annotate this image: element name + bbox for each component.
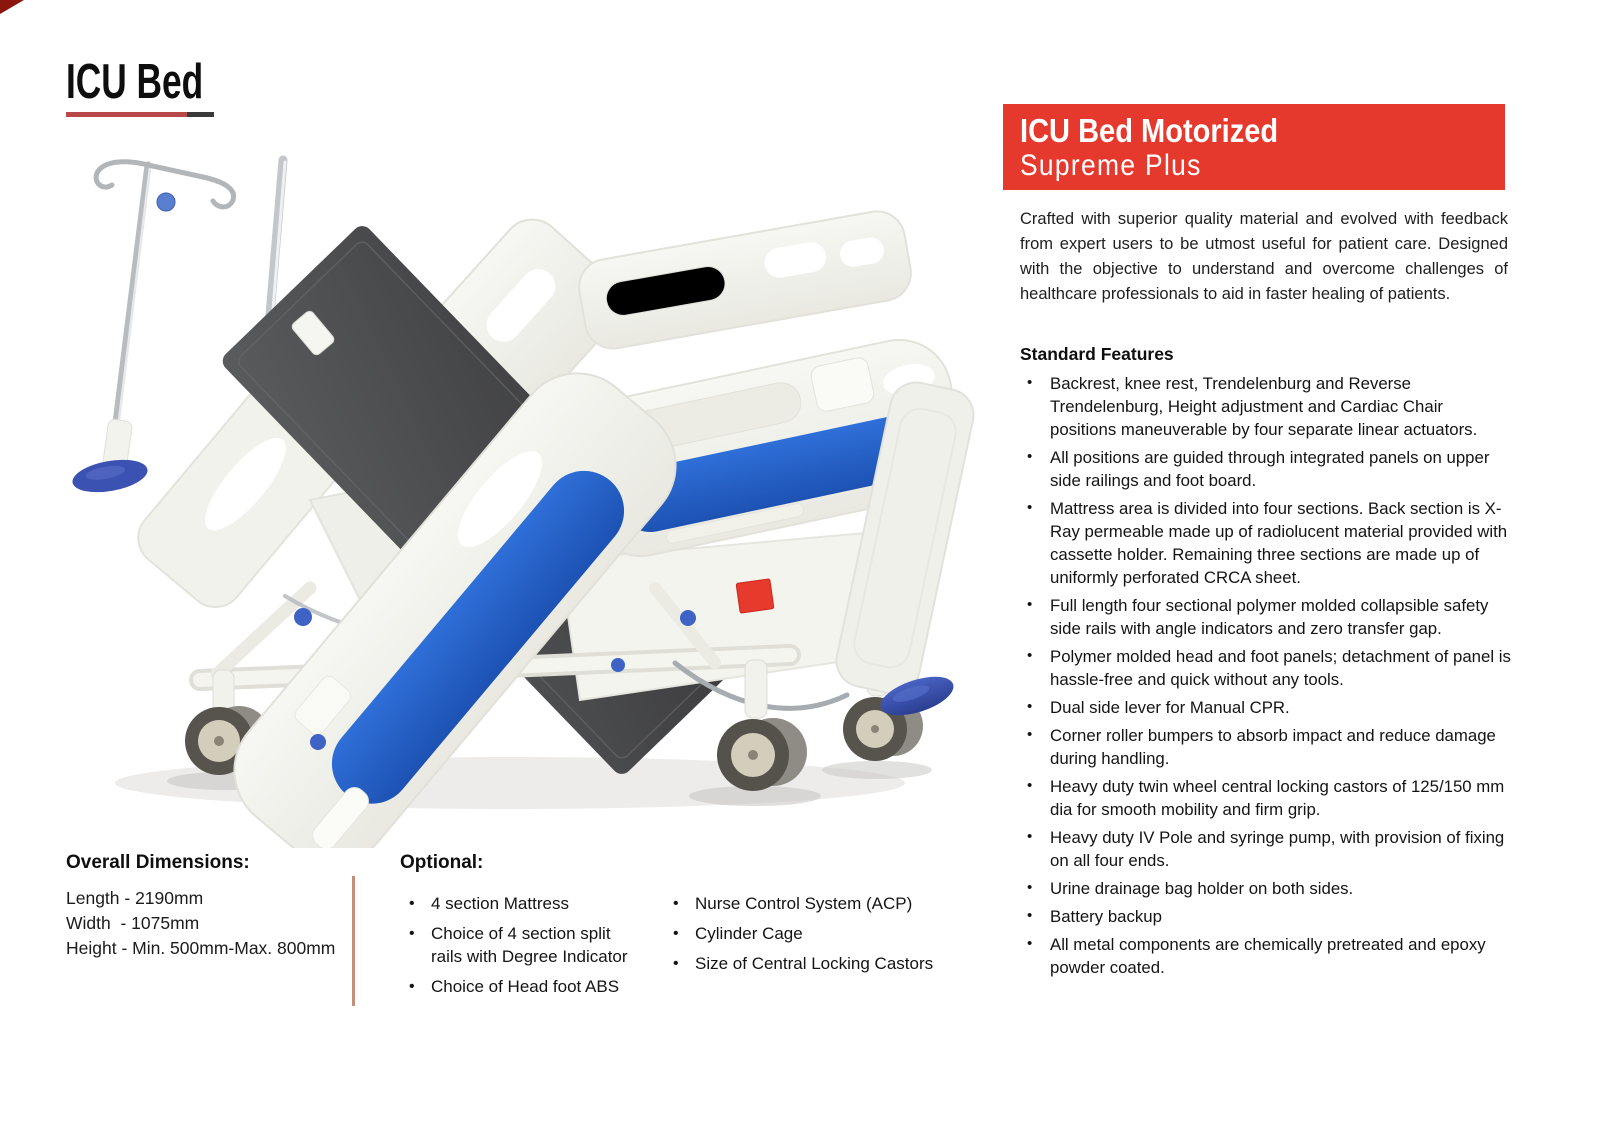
optional-list-col2: [664, 892, 944, 1005]
feature-item: • Heavy duty IV Pole and syringe pump, with provision of fixing on all four ends.: [1020, 826, 1512, 872]
feature-item: • Backrest, knee rest, Trendelenburg and Reverse Trendelenburg, Height adjustment and Cardiac Chair positions maneuverable by four separate linear actuators.: [1020, 372, 1512, 441]
optional-item: • Choice of Head foot ABS: [400, 975, 632, 998]
dimension-width: Width - 1075mm: [66, 913, 200, 933]
optional-list-col1: [400, 892, 632, 1005]
title-underline: [66, 112, 214, 117]
feature-item: • All positions are guided through integrated panels on upper side railings and foot board.: [1020, 446, 1512, 492]
features-section: [1020, 372, 1512, 984]
features-list: [1020, 372, 1512, 979]
banner-subtitle: Supreme Plus: [1020, 149, 1202, 182]
icu-bed-illustration: [55, 118, 985, 848]
feature-item: • Heavy duty twin wheel central locking castors of 125/150 mm dia for smooth mobility and firm grip.: [1020, 775, 1512, 821]
dimension-length: Length - 2190mm: [66, 888, 204, 908]
overall-dimensions-section: [66, 852, 346, 961]
optional-item: • Cylinder Cage: [664, 922, 944, 945]
feature-item: • All metal components are chemically pretreated and epoxy powder coated.: [1020, 933, 1512, 979]
feature-item: • Full length four sectional polymer molded collapsible safety side rails with angle indicators and zero transfer gap.: [1020, 594, 1512, 640]
castor-middle: [717, 660, 807, 791]
optional-item: • Choice of 4 section split rails with Degree Indicator: [400, 922, 632, 968]
product-image: [55, 118, 985, 848]
foot-side-rail-rear: [575, 207, 916, 353]
dimension-height: Height - Min. 500mm-Max. 800mm: [66, 938, 336, 958]
section-divider: [352, 876, 355, 1006]
feature-item: • Corner roller bumpers to absorb impact and reduce damage during handling.: [1020, 724, 1512, 770]
pole-adjuster-knob: [157, 193, 175, 211]
optional-item: • 4 section Mattress: [400, 892, 632, 915]
product-banner: [1003, 104, 1505, 190]
dimensions-heading: Overall Dimensions:: [66, 852, 250, 873]
page-title: ICU Bed: [66, 55, 204, 109]
optional-item: • Nurse Control System (ACP): [664, 892, 944, 915]
feature-item: • Polymer molded head and foot panels; detachment of panel is hassle-free and quick without any tools.: [1020, 645, 1512, 691]
corner-accent: [0, 0, 24, 14]
product-description: Crafted with superior quality material and evolved with feedback from expert users to be utmost useful for patient care. Designed with the objective to understand and overcome challenges of healthcare professionals to aid in faster healing of patients.: [1020, 210, 1508, 303]
pole-base: [70, 455, 150, 498]
feature-item: • Battery backup: [1020, 905, 1512, 928]
features-heading: Standard Features: [1020, 344, 1174, 364]
feature-item: • Dual side lever for Manual CPR.: [1020, 696, 1512, 719]
optional-item: • Size of Central Locking Castors: [664, 952, 944, 975]
optional-heading: Optional:: [400, 852, 484, 873]
banner-title: ICU Bed Motorized: [1020, 112, 1279, 149]
cpr-red-button: [736, 579, 774, 613]
feature-item: • Mattress area is divided into four sections. Back section is X-Ray permeable made up of radiolucent material provided with cassette holder. Remaining three sections are made up of uniformly perforated CRCA sheet.: [1020, 497, 1512, 589]
feature-item: • Urine drainage bag holder on both sides.: [1020, 877, 1512, 900]
optional-section: [400, 852, 960, 1005]
